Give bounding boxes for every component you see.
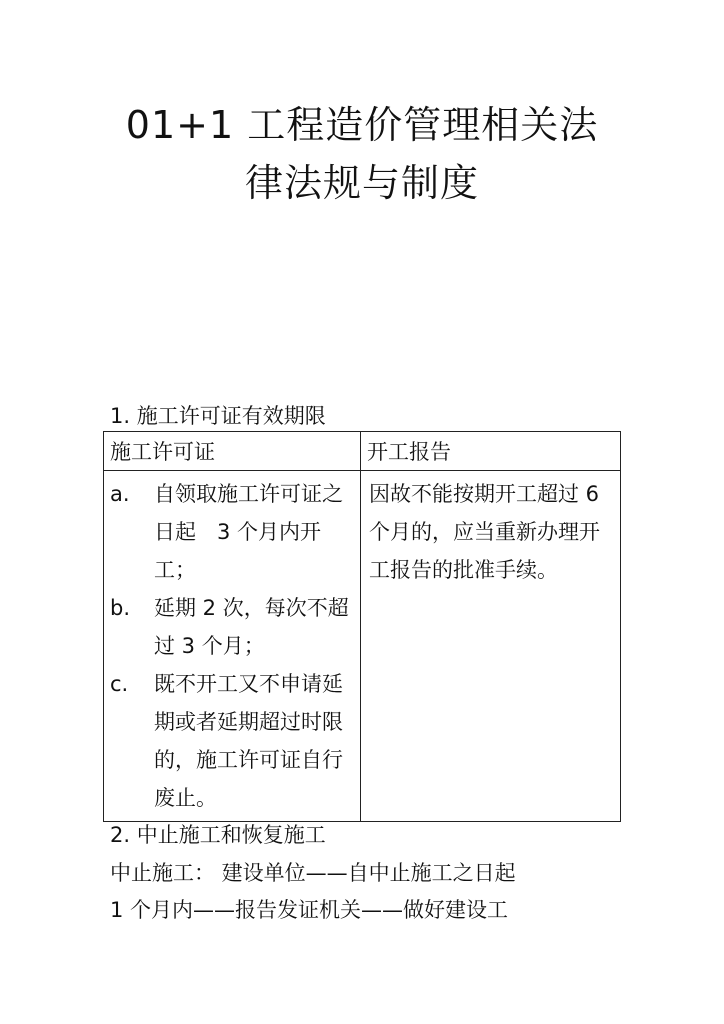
list-item (110, 475, 354, 589)
title-line-2: 律法规与制度 (244, 161, 479, 205)
paragraph-line: 1 个月内——报告发证机关——做好建设工 (110, 898, 509, 922)
table-header-cell: 开工报告 (361, 432, 621, 471)
list-item (110, 665, 354, 817)
permit-items-cell (104, 471, 361, 822)
paragraph-line: 中止施工： 建设单位——自中止施工之日起 (110, 861, 516, 885)
title-line-1: 01+1 工程造价管理相关法 (125, 103, 599, 147)
table-row (104, 471, 621, 822)
table-header-row (104, 432, 621, 471)
document-title (0, 96, 724, 212)
section-2-heading: 2. 中止施工和恢复施工 (110, 823, 326, 847)
section-1-heading: 1. 施工许可证有效期限 (110, 404, 326, 428)
list-item (110, 589, 354, 665)
permit-validity-table (103, 431, 621, 822)
report-text: 因故不能按期开工超过 6 个月的，应当重新办理开工报告的批准手续。 (369, 482, 600, 582)
report-cell (361, 471, 621, 822)
list-item-text: 自领取施工许可证之日起 3 个月内开工； (154, 482, 343, 582)
list-marker: a. (110, 482, 130, 506)
list-item-text: 既不开工又不申请延期或者延期超过时限的，施工许可证自行废止。 (154, 672, 343, 810)
list-item-text: 延期 2 次，每次不超过 3 个月； (154, 596, 349, 658)
list-marker: c. (110, 672, 129, 696)
table-header-cell: 施工许可证 (104, 432, 361, 471)
list-marker: b. (110, 596, 131, 620)
